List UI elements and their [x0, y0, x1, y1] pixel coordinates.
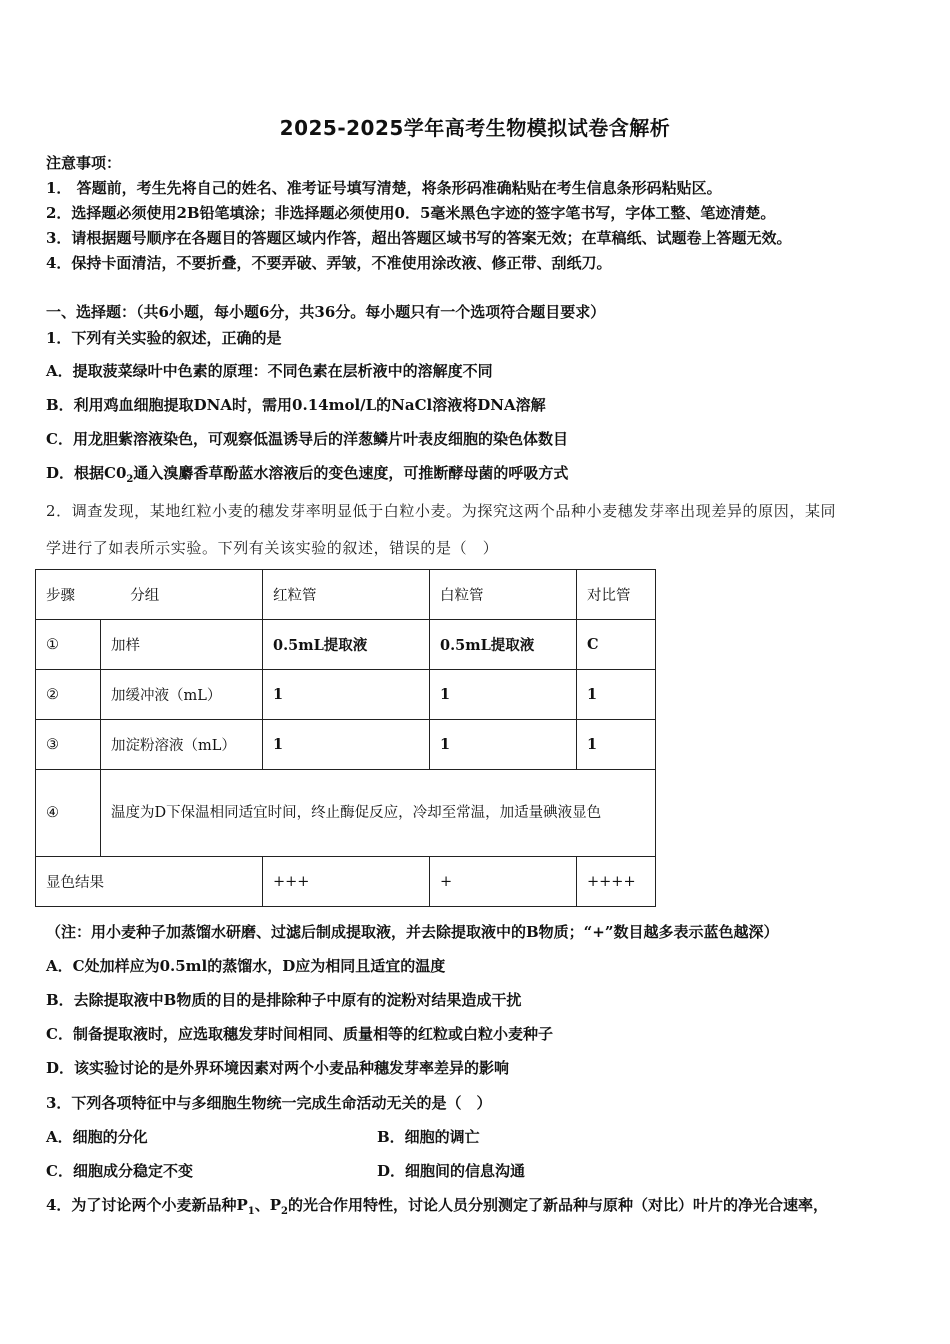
q2-option-c: C．制备提取液时，应选取穗发芽时间相同、质量相等的红粒或白粒小麦种子 [46, 1025, 553, 1043]
cell-white: 1 [430, 720, 577, 770]
header-step: 步骤 [46, 588, 75, 604]
q1-option-b: B．利用鸡血细胞提取DNA时，需用0.14mol/L的NaCl溶液将DNA溶解 [46, 396, 546, 414]
q2-stem-line2: 学进行了如表所示实验。下列有关该实验的叙述，错误的是（ ） [46, 539, 499, 557]
cell-white: 1 [430, 670, 577, 720]
result-label: 显色结果 [36, 857, 263, 907]
q4-stem-mid: 、P [254, 1196, 281, 1214]
header-step-group [36, 570, 263, 620]
section-heading: 一、选择题：（共6小题，每小题6分，共36分。每小题只有一个选项符合题目要求） [46, 303, 606, 321]
step-op: 加缓冲液（mL） [101, 670, 263, 720]
step-op: 加淀粉溶液（mL） [101, 720, 263, 770]
q4-stem-pre: 4．为了讨论两个小麦新品种P [46, 1196, 248, 1214]
cell-red: 0.5mL提取液 [263, 620, 430, 670]
q3-option-b: B．细胞的调亡 [377, 1128, 480, 1146]
q3-option-d: D．细胞间的信息沟通 [377, 1162, 526, 1180]
q1-option-d-pre: D．根据C0 [46, 464, 127, 482]
q1-stem: 1．下列有关实验的叙述，正确的是 [46, 329, 282, 347]
q2-option-a: A．C处加样应为0.5ml的蒸馏水，D应为相同且适宜的温度 [46, 957, 446, 975]
q2-option-b: B．去除提取液中B物质的目的是排除种子中原有的淀粉对结果造成干扰 [46, 991, 522, 1009]
cell-white: 0.5mL提取液 [430, 620, 577, 670]
cell-ctrl: C [577, 620, 656, 670]
q4-stem-sub1: 1 [247, 1206, 255, 1217]
experiment-table [35, 569, 656, 907]
q1-option-a: A．提取菠菜绿叶中色素的原理：不同色素在层析液中的溶解度不同 [46, 362, 493, 380]
q1-option-c: C．用龙胆紫溶液染色，可观察低温诱导后的洋葱鳞片叶表皮细胞的染色体数目 [46, 430, 568, 448]
q3-option-a: A．细胞的分化 [46, 1128, 148, 1146]
step-4-description [101, 770, 656, 857]
cell-ctrl: 1 [577, 720, 656, 770]
cell-red: 1 [263, 670, 430, 720]
page-title: 2025-2025学年高考生物模拟试卷含解析 [279, 116, 671, 140]
q3-stem: 3．下列各项特征中与多细胞生物统一完成生命活动无关的是（ ） [46, 1094, 492, 1112]
step-no: ② [36, 670, 101, 720]
header-ctrl: 对比管 [577, 570, 656, 620]
notice-item-4: 4．保持卡面清洁，不要折叠，不要弄破、弄皱，不准使用涂改液、修正带、刮纸刀。 [46, 254, 612, 272]
table-row [36, 720, 656, 770]
q1-option-d [46, 462, 568, 485]
step-op: 加样 [101, 620, 263, 670]
q3-option-c: C．细胞成分稳定不变 [46, 1162, 193, 1180]
cell-ctrl: 1 [577, 670, 656, 720]
notice-heading: 注意事项： [46, 154, 122, 172]
q2-option-d: D．该实验讨论的是外界环境因素对两个小麦品种穗发芽率差异的影响 [46, 1059, 510, 1077]
notice-item-2: 2．选择题必须使用2B铅笔填涂；非选择题必须使用0．5毫米黑色字迹的签字笔书写，字体工整、笔迹清楚。 [46, 204, 776, 222]
table-row [36, 620, 656, 670]
header-group: 分组 [130, 588, 160, 604]
step-no: ③ [36, 720, 101, 770]
result-red: +++ [263, 857, 430, 907]
table-header-row [36, 570, 656, 620]
q4-stem-sub2: 2 [280, 1206, 288, 1217]
cell-red: 1 [263, 720, 430, 770]
q1-option-d-sub: 2 [126, 474, 134, 485]
header-red: 红粒管 [263, 570, 430, 620]
q1-option-d-post: 通入溴麝香草酚蓝水溶液后的变色速度，可推断酵母菌的呼吸方式 [133, 464, 569, 482]
notice-item-1: 1． 答题前，考生先将自己的姓名、准考证号填写清楚，将条形码准确粘贴在考生信息条形码粘贴区。 [46, 179, 722, 197]
header-white: 白粒管 [430, 570, 577, 620]
step-no: ① [36, 620, 101, 670]
result-white: + [430, 857, 577, 907]
result-ctrl: ++++ [577, 857, 656, 907]
q2-stem-line1: 2．调查发现，某地红粒小麦的穗发芽率明显低于白粒小麦。为探究这两个品种小麦穗发芽率出现差异的原因，某同 [46, 502, 837, 520]
table-row [36, 770, 656, 857]
step-no: ④ [36, 770, 101, 857]
q4-stem-post: 的光合作用特性，讨论人员分别测定了新品种与原种（对比）叶片的净光合速率， [287, 1196, 828, 1214]
step-4-text: 温度为D下保温相同适宜时间，终止酶促反应，冷却至常温，加适量碘液显色 [111, 804, 602, 821]
table-result-row [36, 857, 656, 907]
table-row [36, 670, 656, 720]
q2-note: （注：用小麦种子加蒸馏水研磨、过滤后制成提取液，并去除提取液中的B物质；“+”数目越多表示蓝色越深） [46, 923, 779, 941]
q4-stem [46, 1194, 828, 1217]
notice-item-3: 3．请根据题号顺序在各题目的答题区域内作答，超出答题区域书写的答案无效；在草稿纸、试题卷上答题无效。 [46, 229, 792, 247]
